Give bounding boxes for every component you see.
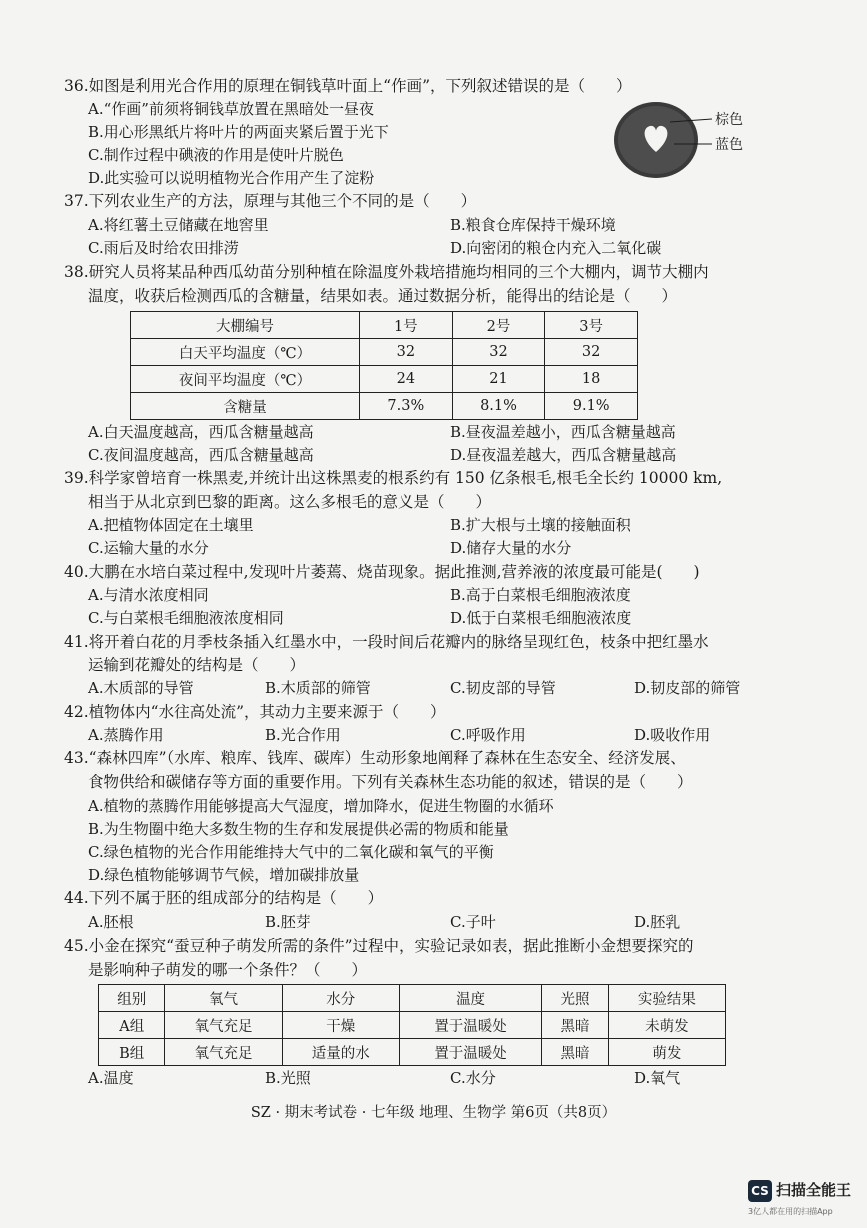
table-header-cell: 温度	[399, 985, 542, 1012]
q38-option-c: C.夜间温度越高，西瓜含糖量越高	[88, 446, 314, 464]
table-header-cell: 1号	[360, 312, 453, 339]
table-row	[131, 393, 638, 420]
table-cell: 7.3%	[360, 393, 453, 420]
table-header-cell: 水分	[282, 985, 399, 1012]
table-cell: 黑暗	[542, 1012, 608, 1039]
q38-table	[130, 311, 638, 420]
table-cell: 9.1%	[545, 393, 638, 420]
q45-option-d: D.氧气	[634, 1069, 681, 1087]
table-cell: 适量的水	[282, 1039, 399, 1066]
q43-title-line1: 43.“森林四库”（水库、粮库、钱库、碳库）生动形象地阐释了森林在生态安全、经济发展、	[64, 749, 686, 767]
q39-option-c: C.运输大量的水分	[88, 539, 209, 557]
q43-option-a: A.植物的蒸腾作用能够提高大气湿度，增加降水，促进生物圈的水循环	[88, 797, 554, 815]
q38-title-line2: 温度，收获后检测西瓜的含糖量，结果如表。通过数据分析，能得出的结论是（ ）	[88, 287, 678, 305]
table-row	[99, 1012, 726, 1039]
q39-option-d: D.储存大量的水分	[450, 539, 572, 557]
table-header-cell: 光照	[542, 985, 608, 1012]
q39-title-line2: 相当于从北京到巴黎的距离。这么多根毛的意义是（ ）	[88, 493, 492, 511]
q41-option-c: C.韧皮部的导管	[450, 679, 556, 697]
q37-option-a: A.将红薯土豆储藏在地窖里	[88, 216, 269, 234]
q36-title: 36.如图是利用光合作用的原理在铜钱草叶面上“作画”，下列叙述错误的是（ ）	[64, 77, 632, 95]
table-cell: 18	[545, 366, 638, 393]
table-cell: 32	[360, 339, 453, 366]
label-blue: 蓝色	[715, 137, 743, 153]
q36-option-d: D.此实验可以说明植物光合作用产生了淀粉	[88, 169, 375, 187]
q42-option-c: C.呼吸作用	[450, 726, 526, 744]
q45-option-b: B.光照	[265, 1069, 311, 1087]
q43-title-line2: 食物供给和碳储存等方面的重要作用。下列有关森林生态功能的叙述，错误的是（ ）	[88, 773, 693, 791]
q36-option-b: B.用心形黑纸片将叶片的两面夹紧后置于光下	[88, 123, 389, 141]
q37-title: 37.下列农业生产的方法，原理与其他三个不同的是（ ）	[64, 192, 477, 210]
table-cell: 干燥	[282, 1012, 399, 1039]
q41-title-line2: 运输到花瓣处的结构是（ ）	[88, 656, 306, 674]
q43-option-d: D.绿色植物能够调节气候，增加碳排放量	[88, 866, 360, 884]
watermark-app-name: 扫描全能王	[776, 1181, 852, 1199]
q44-option-b: B.胚芽	[265, 913, 311, 931]
q37-option-c: C.雨后及时给农田排涝	[88, 239, 239, 257]
table-cell: 21	[452, 366, 545, 393]
q38-option-a: A.白天温度越高，西瓜含糖量越高	[88, 423, 314, 441]
table-row	[131, 339, 638, 366]
table-cell: B组	[99, 1039, 165, 1066]
table-cell: 置于温暖处	[399, 1012, 542, 1039]
q45-title-line2: 是影响种子萌发的哪一个条件？（ ）	[88, 961, 368, 979]
q38-title-line1: 38.研究人员将某品种西瓜幼苗分别种植在除温度外栽培措施均相同的三个大棚内，调节大棚内	[64, 263, 709, 281]
table-cell: A组	[99, 1012, 165, 1039]
table-cell: 24	[360, 366, 453, 393]
q42-title: 42.植物体内“水往高处流”，其动力主要来源于（ ）	[64, 703, 446, 721]
table-header-cell: 氧气	[165, 985, 282, 1012]
q41-title-line1: 41.将开着白花的月季枝条插入红墨水中，一段时间后花瓣内的脉络呈现红色，枝条中把红墨水	[64, 633, 709, 651]
cs-logo-icon: CS	[748, 1180, 772, 1202]
label-brown: 棕色	[715, 112, 743, 128]
table-cell: 白天平均温度（℃）	[131, 339, 360, 366]
table-row	[99, 1039, 726, 1066]
table-header-cell: 2号	[452, 312, 545, 339]
q39-option-a: A.把植物体固定在土壤里	[88, 516, 254, 534]
table-header-cell: 3号	[545, 312, 638, 339]
table-cell: 32	[452, 339, 545, 366]
q37-option-b: B.粮食仓库保持干燥环境	[450, 216, 616, 234]
q36-option-c: C.制作过程中碘液的作用是使叶片脱色	[88, 146, 344, 164]
table-cell: 氧气充足	[165, 1039, 282, 1066]
q41-option-d: D.韧皮部的筛管	[634, 679, 741, 697]
table-cell: 含糖量	[131, 393, 360, 420]
table-cell: 置于温暖处	[399, 1039, 542, 1066]
q40-option-d: D.低于白菜根毛细胞液浓度	[450, 609, 632, 627]
q40-option-b: B.高于白菜根毛细胞液浓度	[450, 586, 631, 604]
q45-option-c: C.水分	[450, 1069, 496, 1087]
q37-option-d: D.向密闭的粮仓内充入二氧化碳	[450, 239, 662, 257]
q45-option-a: A.温度	[88, 1069, 134, 1087]
q45-title-line1: 45.小金在探究“蚕豆种子萌发所需的条件”过程中，实验记录如表，据此推断小金想要探究的	[64, 937, 694, 955]
q41-option-b: B.木质部的筛管	[265, 679, 371, 697]
page-footer: SZ · 期末考试卷 · 七年级 地理、生物学 第6页（共8页）	[250, 1105, 617, 1121]
q44-option-a: A.胚根	[88, 913, 134, 931]
q39-option-b: B.扩大根与土壤的接触面积	[450, 516, 631, 534]
q43-option-b: B.为生物圈中绝大多数生物的生存和发展提供必需的物质和能量	[88, 820, 509, 838]
q41-option-a: A.木质部的导管	[88, 679, 194, 697]
table-row	[131, 366, 638, 393]
q38-option-b: B.昼夜温差越小，西瓜含糖量越高	[450, 423, 676, 441]
table-cell: 黑暗	[542, 1039, 608, 1066]
table-row	[99, 985, 726, 1012]
table-cell: 夜间平均温度（℃）	[131, 366, 360, 393]
q39-title-line1: 39.科学家曾培育一株黑麦,并统计出这株黑麦的根系约有 150 亿条根毛,根毛全长约 10000 km,	[64, 469, 723, 487]
table-cell: 氧气充足	[165, 1012, 282, 1039]
q44-title: 44.下列不属于胚的组成部分的结构是（ ）	[64, 889, 384, 907]
q44-option-c: C.子叶	[450, 913, 496, 931]
leaf-figure	[612, 100, 754, 180]
table-header-cell: 大棚编号	[131, 312, 360, 339]
watermark-tagline: 3亿人都在用的扫描App	[748, 1207, 833, 1216]
table-header-cell: 组别	[99, 985, 165, 1012]
q40-title: 40.大鹏在水培白菜过程中,发现叶片萎蔫、烧苗现象。据此推测,营养液的浓度最可能是( )	[64, 563, 700, 581]
scanner-watermark	[736, 1177, 866, 1225]
table-cell: 8.1%	[452, 393, 545, 420]
table-header-cell: 实验结果	[608, 985, 725, 1012]
table-row	[131, 312, 638, 339]
q42-option-d: D.吸收作用	[634, 726, 711, 744]
q42-option-a: A.蒸腾作用	[88, 726, 164, 744]
q44-option-d: D.胚乳	[634, 913, 681, 931]
q40-option-c: C.与白菜根毛细胞液浓度相同	[88, 609, 284, 627]
q40-option-a: A.与清水浓度相同	[88, 586, 209, 604]
q36-option-a: A.“作画”前须将铜钱草放置在黑暗处一昼夜	[88, 100, 374, 118]
table-cell: 32	[545, 339, 638, 366]
table-cell: 未萌发	[608, 1012, 725, 1039]
q42-option-b: B.光合作用	[265, 726, 341, 744]
q43-option-c: C.绿色植物的光合作用能维持大气中的二氧化碳和氧气的平衡	[88, 843, 494, 861]
table-cell: 萌发	[608, 1039, 725, 1066]
q38-option-d: D.昼夜温差越大，西瓜含糖量越高	[450, 446, 677, 464]
q45-table	[98, 984, 726, 1066]
